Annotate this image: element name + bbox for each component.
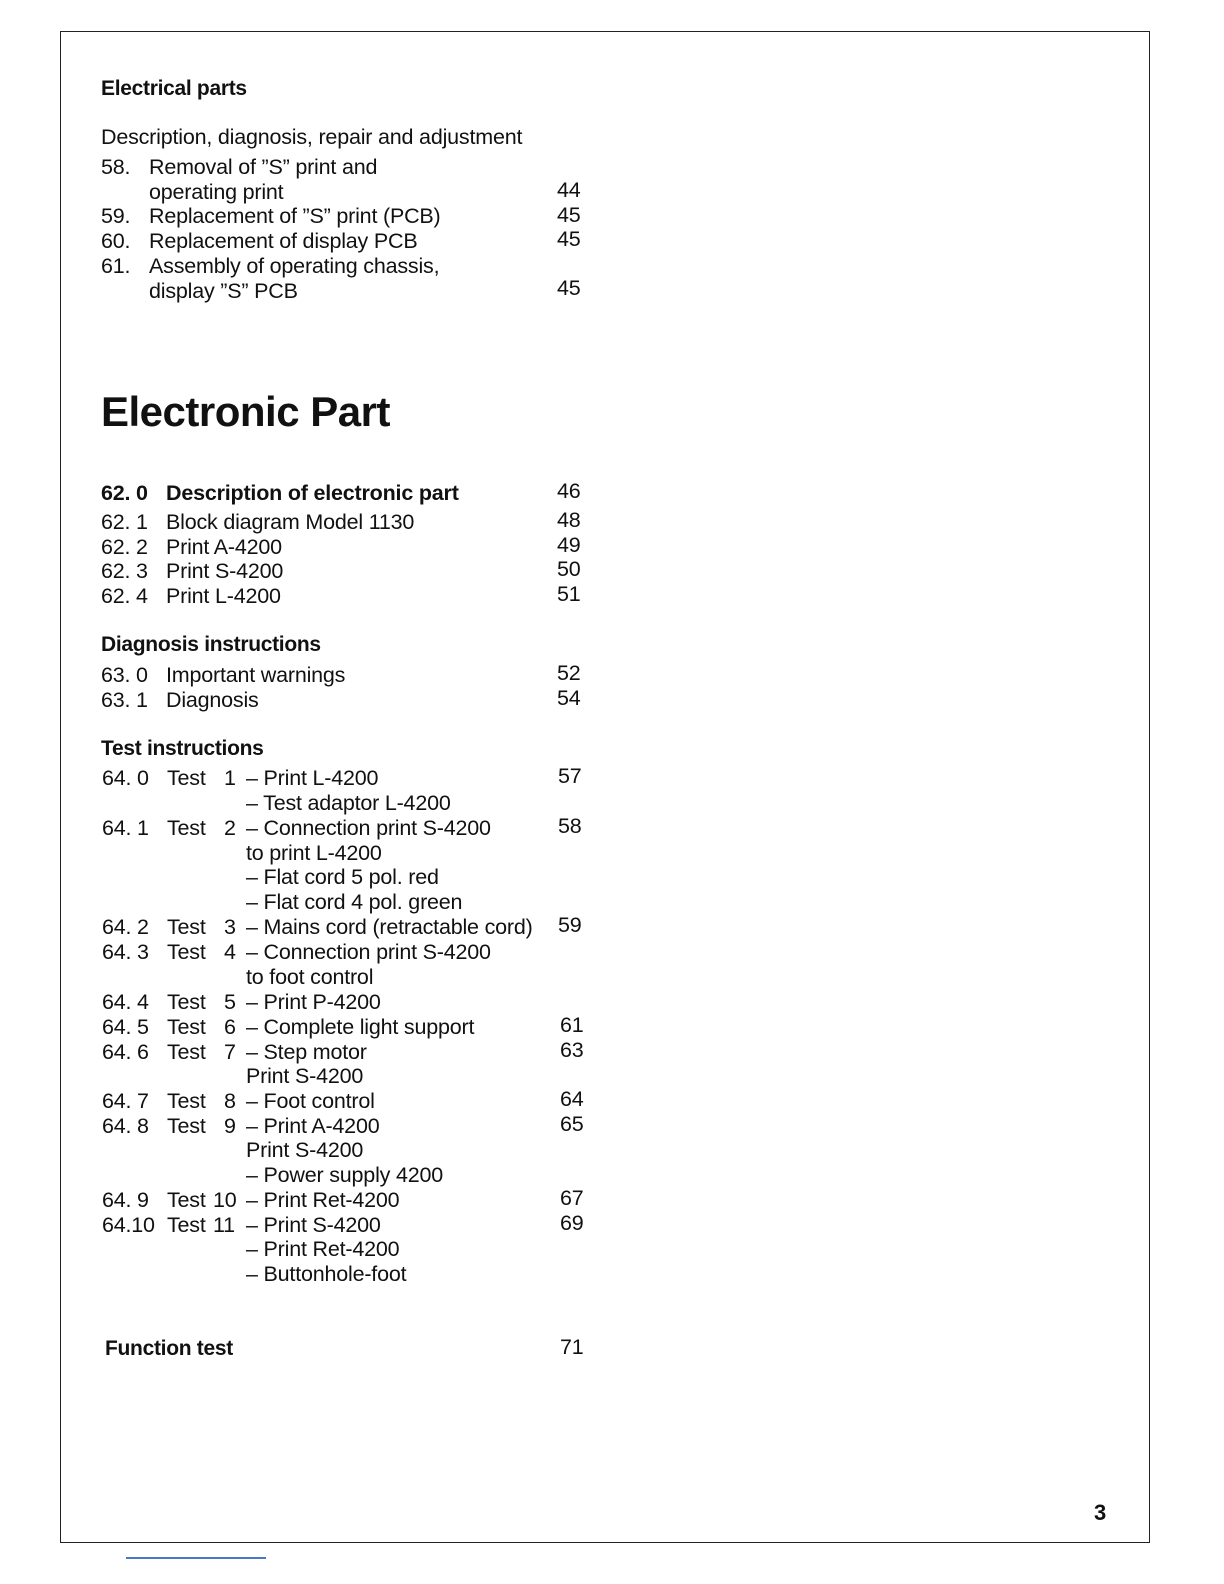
toc-text: – Flat cord 4 pol. green <box>246 890 463 914</box>
toc-text: Print A-4200 <box>166 535 282 559</box>
test-label: Test <box>167 990 206 1014</box>
toc-page: 58 <box>558 814 582 838</box>
test-label: Test <box>167 1188 206 1212</box>
toc-page: 44 <box>557 178 581 202</box>
toc-num: 64. 1 <box>102 816 149 840</box>
test-number: 6 <box>224 1015 236 1039</box>
toc-text: – Complete light support <box>246 1015 475 1039</box>
section-title: Electronic Part <box>101 388 390 435</box>
test-number: 3 <box>224 915 236 939</box>
toc-page: 54 <box>557 686 581 710</box>
toc-text: Description of electronic part <box>166 481 459 505</box>
test-label: Test <box>167 940 206 964</box>
toc-text: Replacement of ”S” print (PCB) <box>149 204 441 228</box>
toc-page: 51 <box>557 582 581 606</box>
toc-text: – Connection print S-4200 <box>246 940 491 964</box>
toc-num: 62. 2 <box>101 535 148 559</box>
toc-text: Block diagram Model 1130 <box>166 510 415 534</box>
electrical-subheading: Description, diagnosis, repair and adjustment <box>101 125 523 149</box>
toc-num: 62. 3 <box>101 559 148 583</box>
toc-page: 45 <box>557 227 581 251</box>
toc-page: 69 <box>560 1211 584 1235</box>
toc-text: Assembly of operating chassis, <box>149 254 440 278</box>
test-number: 9 <box>224 1114 236 1138</box>
toc-text: – Print P-4200 <box>246 990 381 1014</box>
toc-page: 52 <box>557 661 581 685</box>
decorative-line <box>126 1557 266 1559</box>
toc-num: 64. 3 <box>102 940 149 964</box>
toc-text: – Buttonhole-foot <box>246 1262 407 1286</box>
toc-text: Diagnosis <box>166 688 259 712</box>
toc-num: 64. 6 <box>102 1040 149 1064</box>
toc-page: 71 <box>560 1335 584 1359</box>
toc-text: Print L-4200 <box>166 584 281 608</box>
electrical-heading: Electrical parts <box>101 77 247 100</box>
toc-num: 64. 9 <box>102 1188 149 1212</box>
toc-num: 64.10 <box>102 1213 155 1237</box>
toc-text: – Mains cord (retractable cord) <box>246 915 533 939</box>
toc-num: 62. 1 <box>101 510 148 534</box>
toc-text: Print S-4200 <box>246 1138 364 1162</box>
test-number: 8 <box>224 1089 236 1113</box>
toc-text: – Print L-4200 <box>246 766 379 790</box>
toc-page: 46 <box>557 479 581 503</box>
diagnosis-heading: Diagnosis instructions <box>101 633 321 656</box>
toc-page: 63 <box>560 1038 584 1062</box>
toc-page: 45 <box>557 276 581 300</box>
toc-num: 64. 5 <box>102 1015 149 1039</box>
toc-text: to print L-4200 <box>246 841 382 865</box>
toc-text: – Power supply 4200 <box>246 1163 443 1187</box>
toc-text: Print S-4200 <box>166 559 284 583</box>
test-number: 2 <box>224 816 236 840</box>
toc-text: – Test adaptor L-4200 <box>246 791 451 815</box>
toc-text: – Flat cord 5 pol. red <box>246 865 439 889</box>
test-label: Test <box>167 1040 206 1064</box>
toc-num: 58. <box>101 155 131 179</box>
toc-page: 61 <box>560 1013 584 1037</box>
test-label: Test <box>167 1015 206 1039</box>
test-label: Test <box>167 816 206 840</box>
toc-num: 63. 1 <box>101 688 148 712</box>
test-label: Test <box>167 915 206 939</box>
toc-text: operating print <box>149 180 284 204</box>
test-number: 7 <box>224 1040 236 1064</box>
toc-page: 48 <box>557 508 581 532</box>
toc-num: 62. 0 <box>101 481 148 505</box>
toc-num: 60. <box>101 229 131 253</box>
toc-text: Print S-4200 <box>246 1064 364 1088</box>
toc-text: – Print A-4200 <box>246 1114 380 1138</box>
test-label: Test <box>167 1089 206 1113</box>
toc-text: Removal of ”S” print and <box>149 155 378 179</box>
toc-num: 63. 0 <box>101 663 148 687</box>
test-number: 10 <box>213 1188 237 1212</box>
toc-num: 64. 0 <box>102 766 149 790</box>
function-test-label: Function test <box>105 1337 233 1360</box>
toc-num: 62. 4 <box>101 584 148 608</box>
page-number: 3 <box>1094 1500 1107 1525</box>
toc-num: 64. 2 <box>102 915 149 939</box>
tests-heading: Test instructions <box>101 737 264 760</box>
test-label: Test <box>167 1213 206 1237</box>
toc-page: 64 <box>560 1087 584 1111</box>
toc-num: 64. 4 <box>102 990 149 1014</box>
toc-page: 65 <box>560 1112 584 1136</box>
toc-page: 45 <box>557 203 581 227</box>
toc-text: Important warnings <box>166 663 346 687</box>
toc-text: – Connection print S-4200 <box>246 816 491 840</box>
toc-page: 59 <box>558 913 582 937</box>
toc-num: 64. 8 <box>102 1114 149 1138</box>
test-number: 5 <box>224 990 236 1014</box>
toc-num: 59. <box>101 204 131 228</box>
toc-text: to foot control <box>246 965 374 989</box>
toc-text: – Print Ret-4200 <box>246 1237 400 1261</box>
test-label: Test <box>167 766 206 790</box>
toc-text: display ”S” PCB <box>149 279 298 303</box>
test-number: 11 <box>213 1213 235 1237</box>
toc-text: – Foot control <box>246 1089 375 1113</box>
test-number: 1 <box>224 766 236 790</box>
toc-num: 61. <box>101 254 131 278</box>
toc-text: – Print S-4200 <box>246 1213 381 1237</box>
toc-text: – Print Ret-4200 <box>246 1188 400 1212</box>
toc-page: 57 <box>558 764 582 788</box>
toc-page: 49 <box>557 533 581 557</box>
toc-num: 64. 7 <box>102 1089 149 1113</box>
toc-text: Replacement of display PCB <box>149 229 418 253</box>
test-number: 4 <box>224 940 236 964</box>
toc-page: 67 <box>560 1186 584 1210</box>
toc-page: 50 <box>557 557 581 581</box>
test-label: Test <box>167 1114 206 1138</box>
toc-text: – Step motor <box>246 1040 367 1064</box>
